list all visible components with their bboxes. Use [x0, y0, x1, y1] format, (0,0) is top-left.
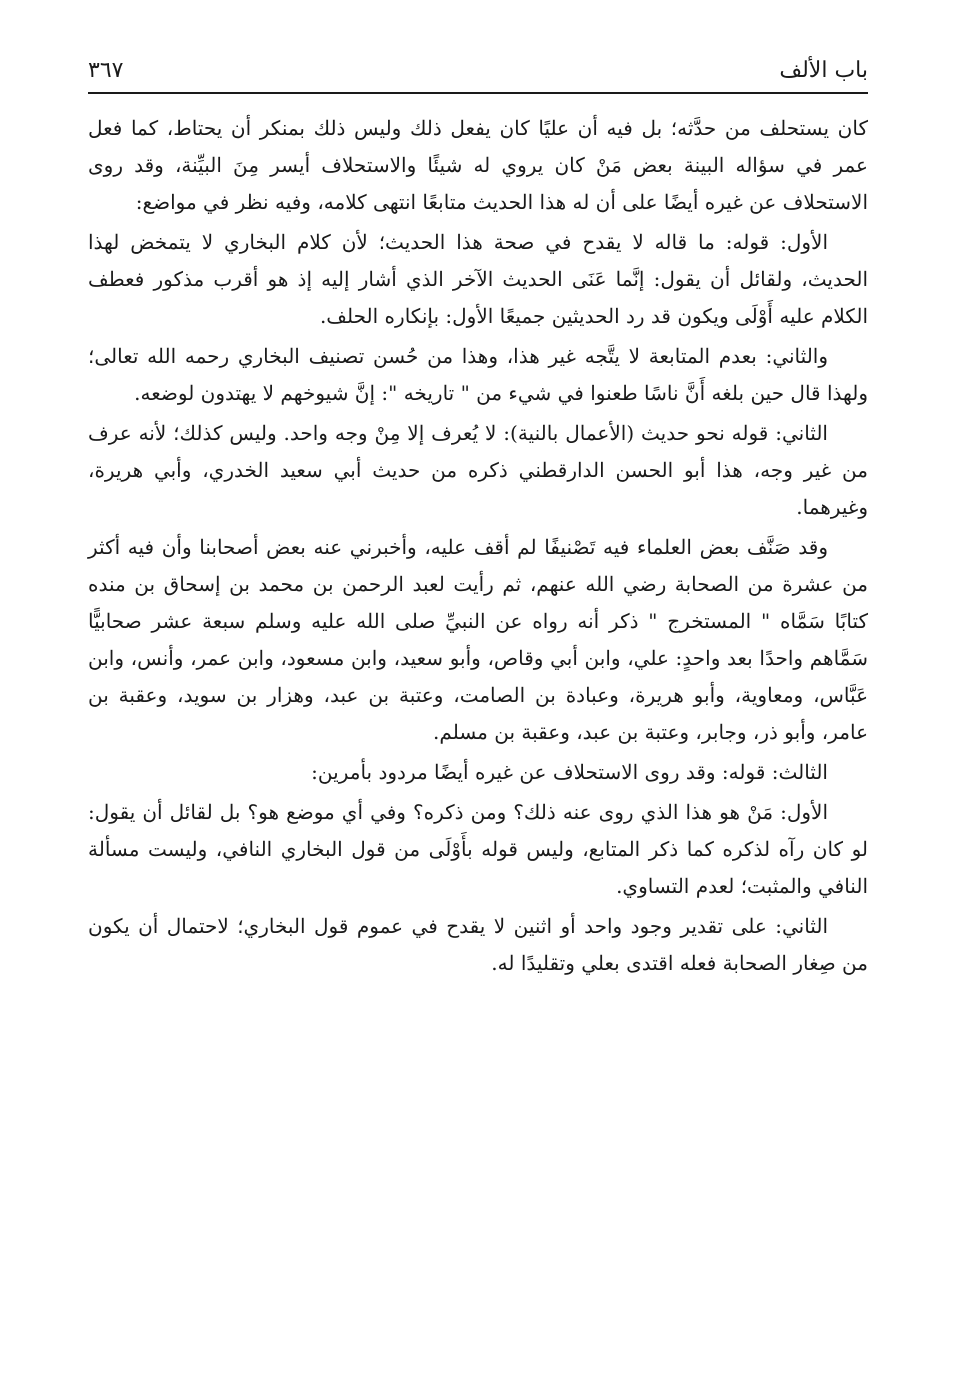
paragraph: وقد صَنَّف بعض العلماء فيه تَصْنيفًا لم أقف عليه، وأخبرني عنه بعض أصحابنا وأن فيه أكثر من عشرة من الصحابة رضي الله عنهم، ثم رأيت لعبد الرحمن بن محمد بن إسحاق بن منده كتابًا سَمَّاه " المستخرج " ذكر أنه رواه عن النبيِّ صلى الله عليه وسلم سبعة عشر صحابيًّا سَمَّاهم واحدًا بعد واحدٍ: علي، وابن أبي وقاص، وأبو سعيد، وابن مسعود، وابن عمر، وأنس، وابن عَبَّاس، ومعاوية، وأبو هريرة، وعبادة بن الصامت، وعتبة بن عبد، وهزار بن سويد، وعقبة بن عامر، وأبو ذر، وجابر، وعتبة بن عبد، وعقبة بن مسلم. [88, 535, 868, 744]
paragraph: الأول: مَنْ هو هذا الذي روى عنه ذلك؟ ومن ذكره؟ وفي أي موضع هو؟ بل لقائل أن يقول: لو كان رآه لذكره كما ذكر المتابع، وليس قوله بأَوْلَى من قول البخاري النافي، وليست مسألة النافي والمثبت؛ لعدم التساوي. [88, 800, 868, 898]
document-page [88, 52, 868, 985]
paragraph: والثاني: بعدم المتابعة لا يتَّجه غير هذا، وهذا من حُسن تصنيف البخاري رحمه الله تعالى؛ ولهذا قال حين بلغه أَنَّ ناسًا طعنوا في شيء من " تاريخه ": إنَّ شيوخهم لا يهتدون لوضعه. [88, 344, 868, 405]
page-number: ٣٦٧ [88, 58, 124, 83]
page-body [88, 110, 868, 982]
header-divider [88, 92, 868, 94]
paragraph: الثاني: على تقدير وجود واحد أو اثنين لا يقدح في عموم قول البخاري؛ لاحتمال أن يكون من صِغار الصحابة فعله اقتدى بعلي وتقليدًا له. [88, 914, 868, 975]
paragraph: الثاني: قوله نحو حديث (الأعمال بالنية): لا يُعرف إلا مِنْ وجه واحد. وليس كذلك؛ لأنه عرف من غير وجه، هذا أبو الحسن الدارقطني ذكره من حديث أبي سعيد الخدري، وأبي هريرة، وغيرهما. [88, 421, 868, 519]
paragraph: الأول: قوله: ما قاله لا يقدح في صحة هذا الحديث؛ لأن كلام البخاري لا يتمخض لهذا الحديث، ولقائل أن يقول: إنَّما عَنَى الحديث الآخر الذي أشار إليه إذ هو أقرب مذكور فعطف الكلام عليه أَوْلَى ويكون قد رد الحديثين جميعًا الأول: بإنكاره الحلف. [88, 230, 868, 328]
page-header [88, 52, 868, 92]
chapter-title: باب الألف [779, 58, 868, 83]
paragraph: كان يستحلف من حدَّثه؛ بل فيه أن عليًا كان يفعل ذلك وليس ذلك بمنكر أن يحتاط، كما فعل عمر في سؤاله البينة بعض مَنْ كان يروي له شيئًا والاستحلاف أيسر مِنَ البيِّنة، وقد روى الاستحلاف عن غيره أيضًا على أن له هذا الحديث متابعًا انتهى كلامه، وفيه نظر في مواضع: [88, 116, 868, 214]
paragraph: الثالث: قوله: وقد روى الاستحلاف عن غيره أيضًا مردود بأمرين: [311, 760, 828, 784]
